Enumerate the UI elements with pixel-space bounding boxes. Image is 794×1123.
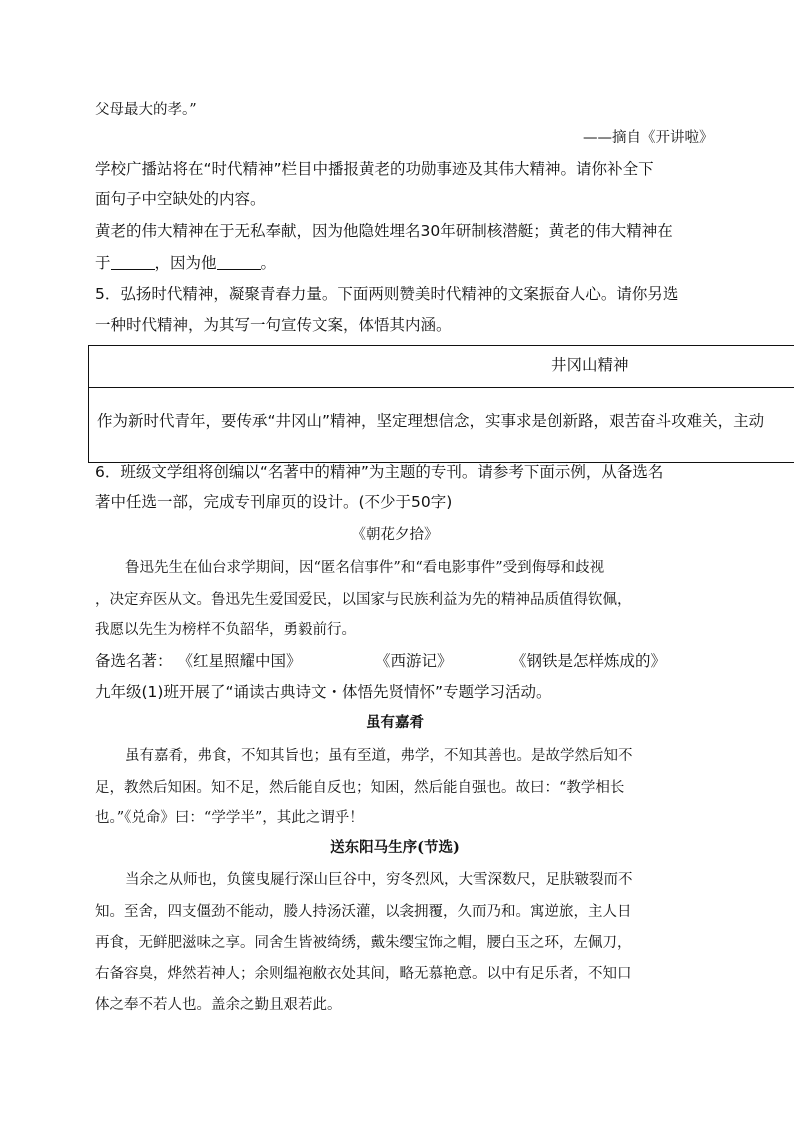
text2-line5: 体之奉不若人也。盖余之勤且艰若此。 <box>95 997 342 1013</box>
quote-tail: 父母最大的孝。” <box>95 102 197 118</box>
q4-sentence-pre: 于 <box>95 254 111 272</box>
q4-lead-line1: 学校广播站将在“时代精神”栏目中播报黄老的功勋事迹及其伟大精神。请你补全下 <box>95 160 654 178</box>
activity-intro: 九年级(1)班开展了“诵读古典诗文・体悟先贤情怀”专题学习活动。 <box>95 683 552 701</box>
q4-sentence-line1: 黄老的伟大精神在于无私奉献，因为他隐姓埋名30年研制核潜艇；黄老的伟大精神在 <box>95 222 673 240</box>
q6-option-1: 《红星照耀中国》 <box>177 652 302 670</box>
q6-line1: 6．班级文学组将创编以“名著中的精神”为主题的专刊。请参考下面示例，从备选名 <box>95 463 664 481</box>
q6-example-line1: 鲁迅先生在仙台求学期间，因“匿名信事件”和“看电影事件”受到侮辱和歧视 <box>125 560 605 576</box>
text2-line3: 再食，无鲜肥滋味之享。同舍生皆被绮绣，戴朱缨宝饰之帽，腰白玉之环，左佩刀， <box>95 935 632 951</box>
q4-sentence-line2 <box>95 251 276 275</box>
q5-table-header: 井冈山精神 <box>551 356 629 374</box>
q6-option-2: 《西游记》 <box>375 652 453 670</box>
q6-option-3: 《钢铁是怎样炼成的》 <box>511 652 667 670</box>
text1-line2: 足，教然后知困。知不足，然后能自反也；知困，然后能自强也。故曰：“教学相长 <box>95 780 625 796</box>
q5-table-cell: 作为新时代青年，要传承“井冈山”精神，坚定理想信念，实事求是创新路，艰苦奋斗攻难关，主动 <box>97 412 765 430</box>
q4-blank-2[interactable] <box>217 253 261 270</box>
text2-line1: 当余之从师也，负箧曳屣行深山巨谷中，穷冬烈风，大雪深数尺，足肤皲裂而不 <box>125 872 633 888</box>
text1-title: 虽有嘉肴 <box>366 714 424 731</box>
text1-line1: 虽有嘉肴，弗食，不知其旨也；虽有至道，弗学，不知其善也。是故学然后知不 <box>125 748 633 764</box>
q5-line1: 5．弘扬时代精神，凝聚青春力量。下面两则赞美时代精神的文案振奋人心。请你另选 <box>95 285 679 303</box>
q6-example-line2: ，决定弃医从文。鲁迅先生爱国爱民，以国家与民族利益为先的精神品质值得钦佩， <box>95 592 632 608</box>
q4-blank-1[interactable] <box>111 253 155 270</box>
q5-table-divider <box>89 387 794 388</box>
text1-line3: 也。”《兑命》曰：“学学半”，其此之谓乎！ <box>95 810 364 826</box>
text2-line4: 右备容臭，烨然若神人；余则缊袍敝衣处其间，略无慕艳意。以中有足乐者，不知口 <box>95 966 632 982</box>
quote-source: ——摘自《开讲啦》 <box>583 130 714 146</box>
q4-sentence-mid: ，因为他 <box>154 254 217 272</box>
text2-title: 送东阳马生序(节选) <box>330 839 460 856</box>
q6-line2: 著中任选一部，完成专刊扉页的设计。(不少于50字) <box>95 493 453 511</box>
q4-sentence-end: 。 <box>260 254 277 272</box>
q5-table <box>88 345 794 463</box>
q6-options-label: 备选名著： <box>95 652 173 670</box>
q6-example-line3: 我愿以先生为榜样不负韶华，勇毅前行。 <box>95 622 356 638</box>
text2-line2: 知。至舍，四支僵劲不能动，媵人持汤沃灌，以衾拥覆，久而乃和。寓逆旅，主人日 <box>95 904 632 920</box>
q4-lead-line2: 面句子中空缺处的内容。 <box>95 190 266 208</box>
q5-line2: 一种时代精神，为其写一句宣传文案，体悟其内涵。 <box>95 316 452 334</box>
q6-example-title: 《朝花夕拾》 <box>351 527 439 543</box>
q6-options-row <box>95 649 301 673</box>
